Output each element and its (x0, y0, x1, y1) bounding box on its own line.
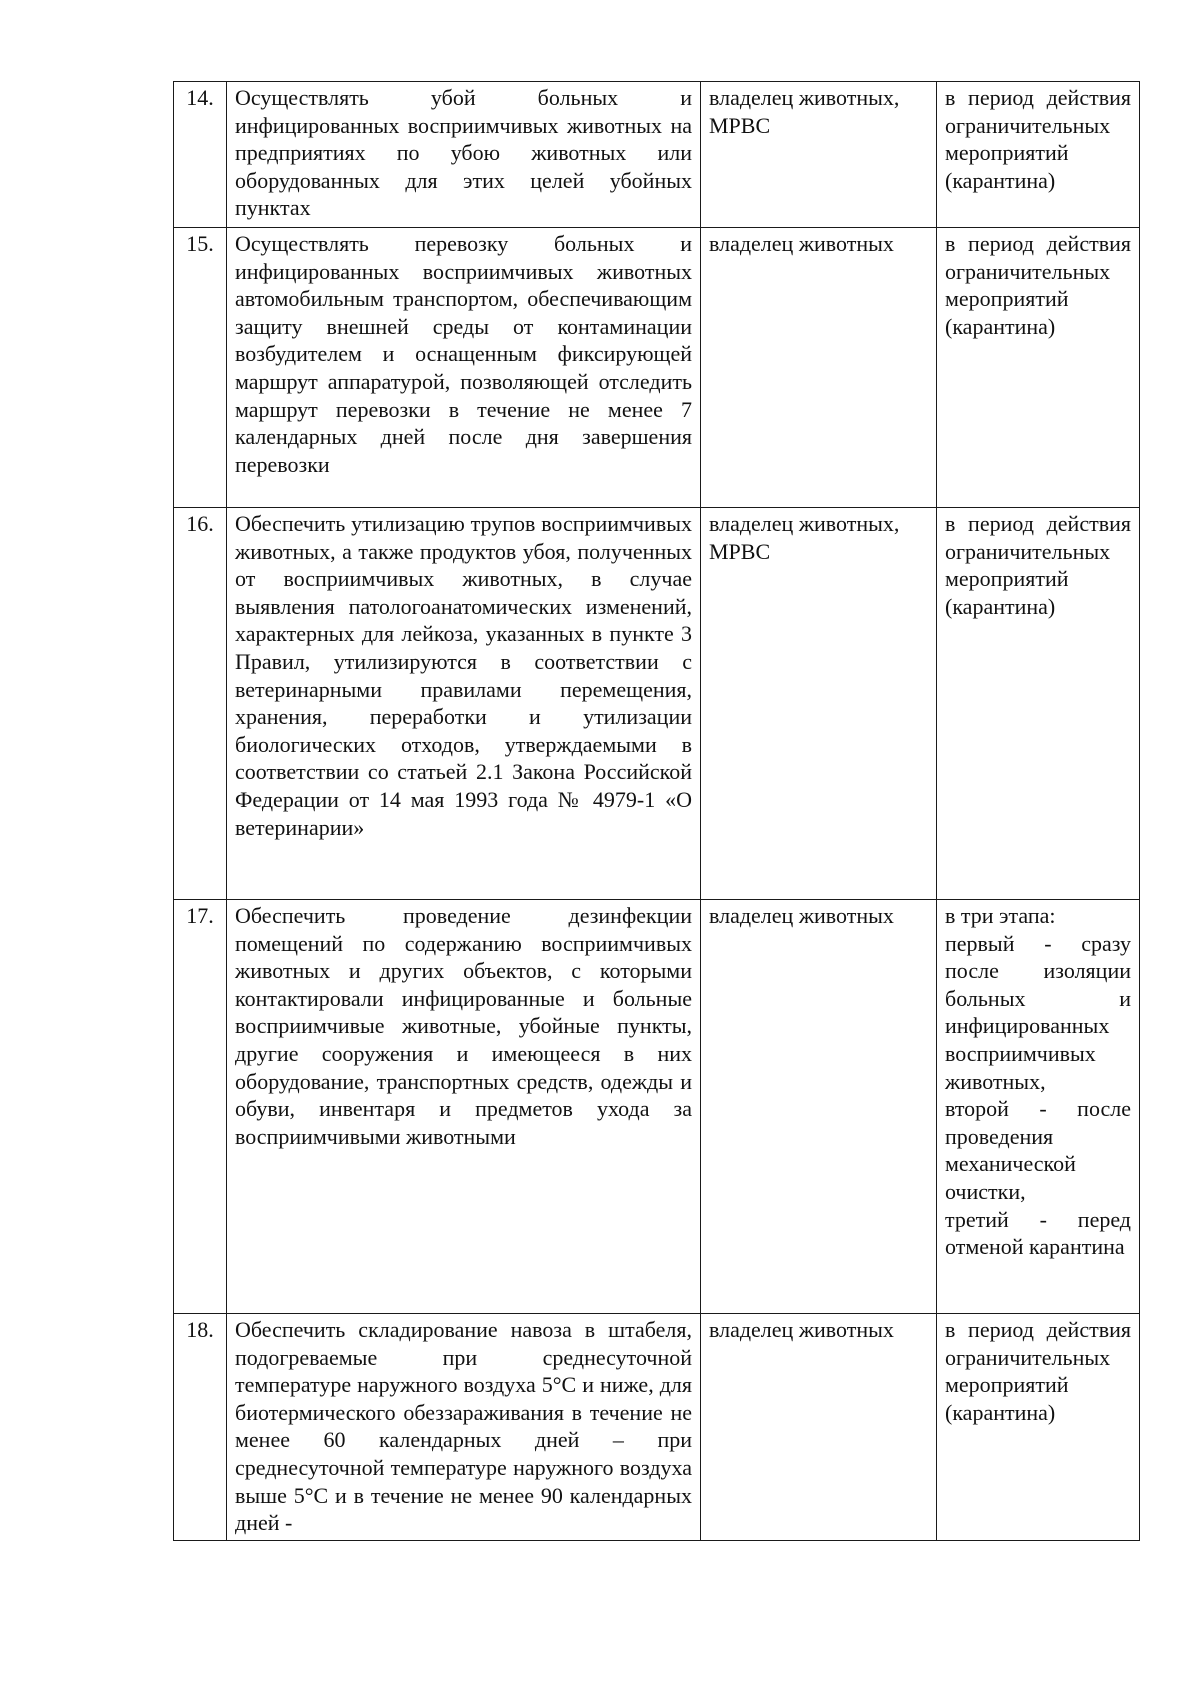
table-row (174, 508, 1140, 900)
measure-description: Обеспечить проведение дезинфекции помещений по содержанию восприимчивых животных и других объектов, с которыми контактировали инфицированные и больные восприимчивые животные, убойные пункты, другие сооружения и имеющееся в них оборудование, транспортных средств, одежды и обуви, инвентаря и предметов ухода за восприимчивыми животными (227, 900, 701, 1314)
measure-description: Обеспечить складирование навоза в штабеля, подогреваемые при среднесуточной температуре наружного воздуха 5°С и ниже, для биотермического обеззараживания в течение не менее 60 календарных дней – при среднесуточной температуре наружного воздуха выше 5°С и в течение не менее 90 календарных дней - (227, 1314, 701, 1541)
responsible-party: владелец животных, МРВС (701, 508, 937, 900)
deadline: в период действия ограничительных мероприятий (карантина) (937, 508, 1140, 900)
responsible-party: владелец животных, МРВС (701, 82, 937, 228)
deadline: в период действия ограничительных мероприятий (карантина) (937, 228, 1140, 508)
measure-description: Осуществлять перевозку больных и инфицированных восприимчивых животных автомобильным транспортом, обеспечивающим защиту внешней среды от контаминации возбудителем и оснащенным фиксирующей маршрут аппаратурой, позволяющей отследить маршрут перевозки в течение не менее 7 календарных дней после дня завершения перевозки (227, 228, 701, 508)
deadline: в три этапа: первый - сразу после изоляции больных и инфицированных восприимчивых животных, второй - после проведения механической очистки, третий - перед отменой карантина (937, 900, 1140, 1314)
row-number: 17. (174, 900, 227, 1314)
row-number: 14. (174, 82, 227, 228)
row-number: 15. (174, 228, 227, 508)
measures-table (173, 81, 1140, 1541)
deadline: в период действия ограничительных мероприятий (карантина) (937, 82, 1140, 228)
responsible-party: владелец животных (701, 1314, 937, 1541)
table-row (174, 1314, 1140, 1541)
table-row (174, 900, 1140, 1314)
table-row (174, 228, 1140, 508)
measure-description: Осуществлять убой больных и инфицированных восприимчивых животных на предприятиях по убою животных или оборудованных для этих целей убойных пунктах (227, 82, 701, 228)
responsible-party: владелец животных (701, 228, 937, 508)
measure-description: Обеспечить утилизацию трупов восприимчивых животных, а также продуктов убоя, полученных от восприимчивых животных, в случае выявления патологоанатомических изменений, характерных для лейкоза, указанных в пункте 3 Правил, утилизируются в соответствии с ветеринарными правилами перемещения, хранения, переработки и утилизации биологических отходов, утверждаемыми в соответствии со статьей 2.1 Закона Российской Федерации от 14 мая 1993 года № 4979-1 «О ветеринарии» (227, 508, 701, 900)
row-number: 16. (174, 508, 227, 900)
deadline: в период действия ограничительных мероприятий (карантина) (937, 1314, 1140, 1541)
responsible-party: владелец животных (701, 900, 937, 1314)
row-number: 18. (174, 1314, 227, 1541)
table-row (174, 82, 1140, 228)
